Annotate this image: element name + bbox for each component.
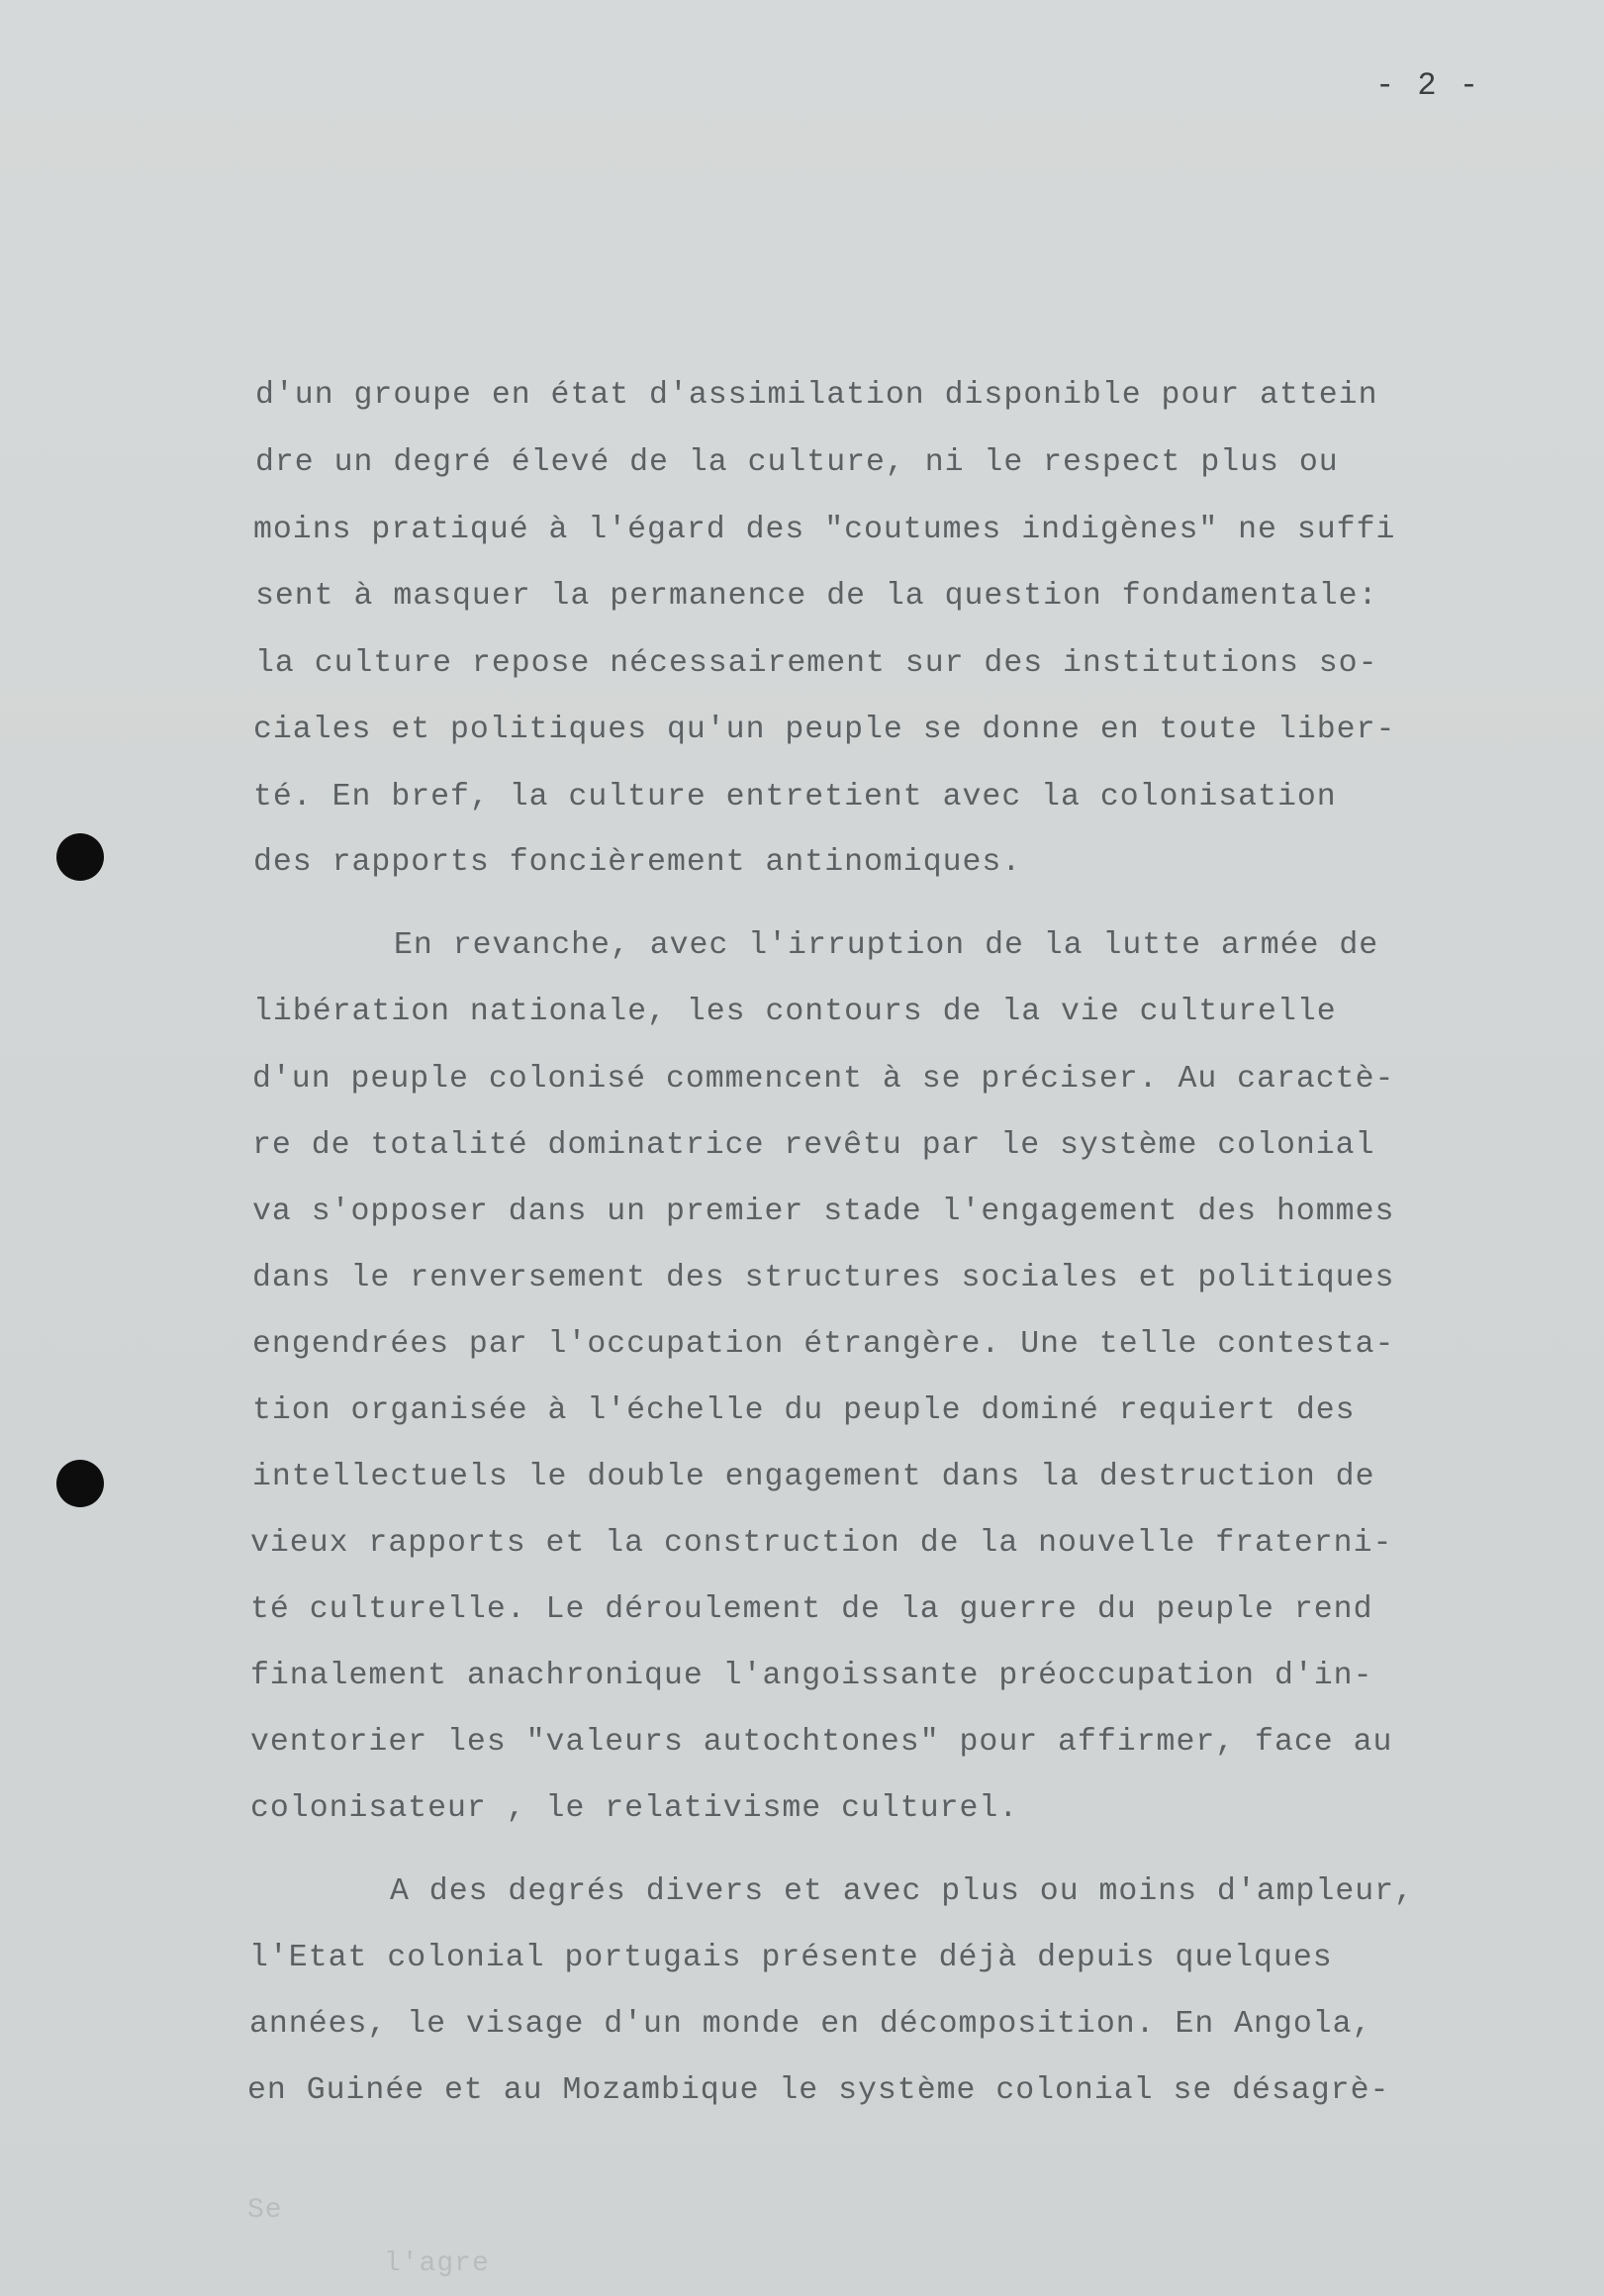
bleed-through-text: Se <box>247 2195 283 2226</box>
text-line: moins pratiqué à l'égard des "coutumes indigènes" ne suffi <box>253 513 1396 547</box>
bleed-through-text: l'agre <box>384 2248 490 2279</box>
text-line: vieux rapports et la construction de la nouvelle fraterni- <box>250 1526 1393 1561</box>
text-line-last: des rapports foncièrement antinomiques. <box>253 845 1022 880</box>
text-line: té culturelle. Le déroulement de la guerre du peuple rend <box>250 1592 1373 1627</box>
text-line: va s'opposer dans un premier stade l'engagement des hommes <box>252 1195 1395 1229</box>
text-line-indented: En revanche, avec l'irruption de la lutte armée de <box>394 928 1379 963</box>
text-line: d'un groupe en état d'assimilation disponible pour attein <box>255 378 1378 413</box>
text-line: ventorier les "valeurs autochtones" pour affirmer, face au <box>250 1725 1393 1760</box>
text-line: re de totalité dominatrice revêtu par le système colonial <box>252 1128 1375 1163</box>
page-number: - 2 - <box>1375 67 1481 104</box>
text-line: dre un degré élevé de la culture, ni le respect plus ou <box>255 445 1339 480</box>
text-line: sent à masquer la permanence de la question fondamentale: <box>255 579 1378 614</box>
text-line: libération nationale, les contours de la vie culturelle <box>253 995 1337 1029</box>
text-line: en Guinée et au Mozambique le système colonial se désagrè- <box>247 2073 1390 2108</box>
text-line: dans le renversement des structures sociales et politiques <box>252 1261 1395 1295</box>
text-line: tion organisée à l'échelle du peuple dominé requiert des <box>252 1393 1356 1428</box>
text-line: années, le visage d'un monde en décomposition. En Angola, <box>249 2007 1372 2042</box>
text-line: d'un peuple colonisé commencent à se préciser. Au caractè- <box>252 1062 1395 1097</box>
text-line-last: colonisateur , le relativisme culturel. <box>250 1791 1019 1826</box>
text-line: finalement anachronique l'angoissante préoccupation d'in- <box>250 1659 1373 1693</box>
punch-hole-bottom <box>56 1460 104 1507</box>
text-line: engendrées par l'occupation étrangère. Une telle contesta- <box>252 1327 1395 1362</box>
text-line: l'Etat colonial portugais présente déjà depuis quelques <box>249 1941 1333 1975</box>
text-line: ciales et politiques qu'un peuple se donne en toute liber- <box>253 713 1396 747</box>
text-line: intellectuels le double engagement dans la destruction de <box>252 1460 1375 1494</box>
text-line-indented: A des degrés divers et avec plus ou moins d'ampleur, <box>390 1874 1414 1909</box>
text-line: la culture repose nécessairement sur des institutions so- <box>255 646 1378 681</box>
text-line: té. En bref, la culture entretient avec la colonisation <box>253 780 1337 814</box>
punch-hole-top <box>56 833 104 881</box>
